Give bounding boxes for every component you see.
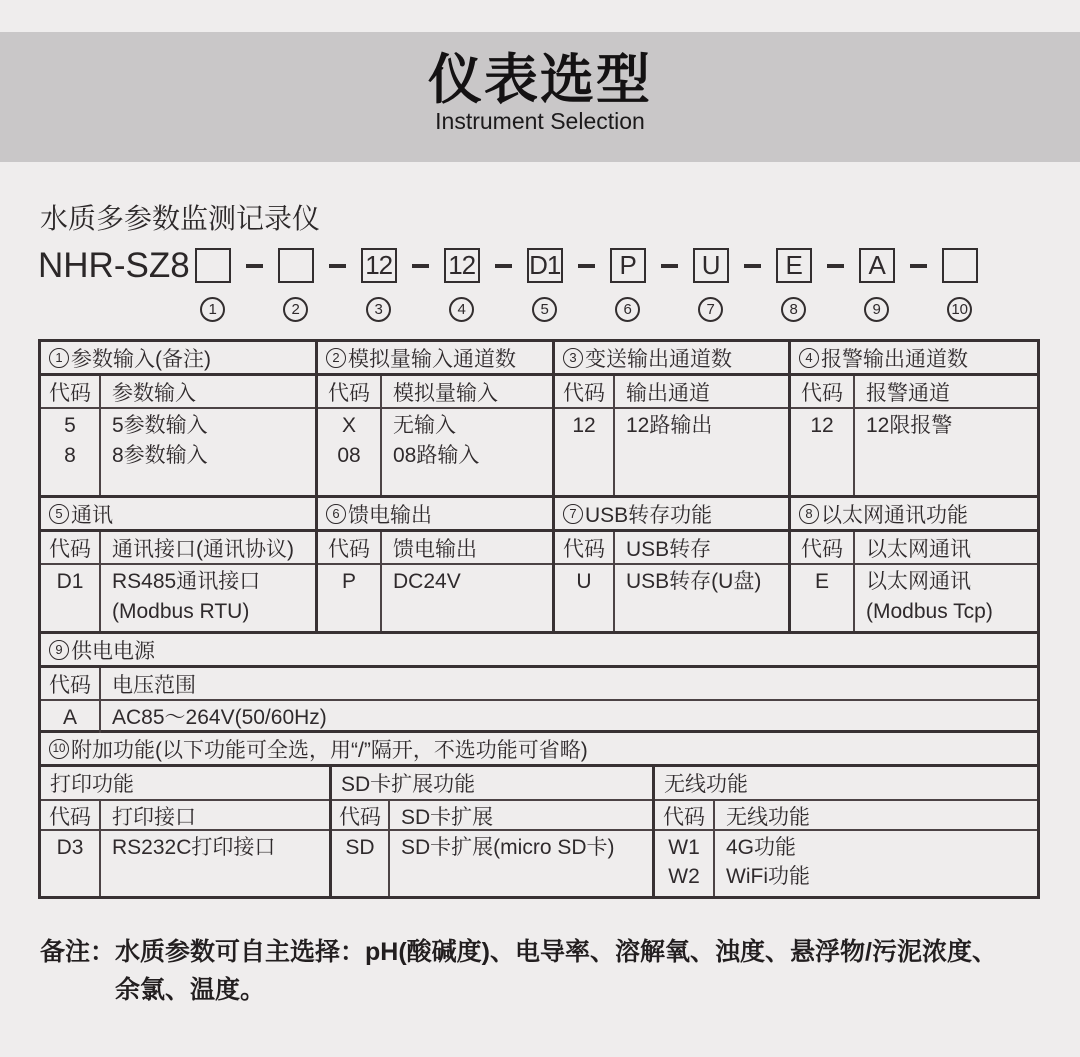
column-header-row [555, 532, 788, 565]
code-column-header: 代码 [41, 532, 101, 563]
data-area [41, 409, 315, 495]
code-values [555, 409, 615, 495]
subsection-title: 打印功能 [41, 767, 329, 801]
code-box-10 [942, 248, 978, 283]
column-header-row [41, 376, 315, 409]
code-values [318, 565, 382, 631]
section-number: 2 [326, 348, 346, 368]
data-area [41, 565, 315, 631]
section-title: 参数输入(备注) [71, 347, 211, 371]
column-header-row [791, 532, 1037, 565]
description: WiFi功能 [726, 865, 810, 888]
column-header-row [318, 532, 552, 565]
value-column-header: 打印接口 [112, 806, 196, 829]
column-header-row [318, 376, 552, 409]
code-values [41, 409, 101, 495]
description: 12限报警 [866, 414, 953, 437]
dash-separator [412, 264, 429, 268]
data-area [318, 409, 552, 495]
table-band-1 [41, 342, 1037, 498]
description: USB转存(U盘) [626, 570, 762, 593]
footnote-body [115, 933, 997, 1009]
description: 5参数输入 [112, 414, 208, 437]
segment-index-7: 7 [698, 297, 723, 322]
code-value: W2 [668, 865, 700, 888]
section-title: 报警输出通道数 [821, 347, 968, 371]
section-parameter-input [41, 342, 318, 495]
code-values [791, 409, 855, 495]
data-area [791, 409, 1037, 495]
dash-separator [246, 264, 263, 268]
code-column-header: 代码 [791, 376, 855, 407]
section-header [555, 342, 788, 376]
segment-index-4: 4 [449, 297, 474, 322]
value-column-header: 报警通道 [866, 381, 950, 405]
value-column-header: 模拟量输入 [393, 381, 498, 405]
descriptions [615, 409, 788, 495]
data-area [655, 831, 1037, 896]
column-header-row [41, 532, 315, 565]
model-code-segment-3 [361, 248, 397, 322]
description: 12路输出 [626, 414, 713, 437]
descriptions [715, 831, 1037, 896]
section-title: 供电电源 [71, 639, 155, 663]
code-box-1 [195, 248, 231, 283]
value-column-header: USB转存 [626, 537, 712, 561]
model-code-segment-6 [610, 248, 646, 322]
code-values [41, 831, 101, 896]
model-code-line [38, 248, 1080, 322]
footnote-line-1: 水质参数可自主选择：pH(酸碱度)、电导率、溶解氧、浊度、悬浮物/污泥浓度、 [115, 938, 997, 966]
dash-separator [329, 264, 346, 268]
code-value: D1 [56, 570, 84, 593]
column-header-row [555, 376, 788, 409]
code-value: W1 [668, 836, 700, 859]
section-title: 通讯 [71, 503, 113, 527]
segment-index-3: 3 [366, 297, 391, 322]
section-header [41, 498, 315, 532]
code-values [41, 565, 101, 631]
segment-index-9: 9 [864, 297, 889, 322]
section-transmit-output-channels [555, 342, 791, 495]
section-number: 10 [49, 739, 69, 759]
section-title: USB转存功能 [585, 503, 713, 527]
subsection-wireless [655, 767, 1037, 896]
value-column-header: 馈电输出 [393, 537, 477, 561]
dash-separator [661, 264, 678, 268]
code-value: P [341, 570, 356, 593]
description: 无输入 [393, 414, 456, 437]
code-value: X [341, 414, 356, 437]
code-column-header: 代码 [332, 801, 390, 831]
subsection-sd-card [332, 767, 655, 896]
section-number: 9 [49, 640, 69, 660]
code-values [791, 565, 855, 631]
code-value: U [576, 570, 592, 593]
segment-index-8: 8 [781, 297, 806, 322]
descriptions [855, 409, 1037, 495]
code-box-5: D1 [527, 248, 563, 283]
model-code-segment-1 [195, 248, 231, 322]
descriptions [101, 409, 315, 495]
value-column-header: 通讯接口(通讯协议) [112, 537, 294, 561]
code-column-header: 代码 [318, 532, 382, 563]
footnote-line-2: 余氯、温度。 [115, 976, 266, 1004]
model-code-segment-5 [527, 248, 563, 322]
code-value: 5 [64, 414, 76, 437]
code-box-8: E [776, 248, 812, 283]
subsection-print [41, 767, 332, 896]
section-title: 馈电输出 [348, 503, 432, 527]
data-area [555, 409, 788, 495]
model-code-segment-10 [942, 248, 978, 322]
data-area [791, 565, 1037, 631]
selection-table [38, 339, 1040, 899]
data-area [318, 565, 552, 631]
code-column-header: 代码 [41, 376, 101, 407]
page [0, 32, 1080, 1009]
segment-index-5: 5 [532, 297, 557, 322]
description: SD卡扩展(micro SD卡) [401, 836, 615, 859]
code-values [655, 831, 715, 896]
description: RS232C打印接口 [112, 836, 276, 859]
code-column-header: 代码 [655, 801, 715, 831]
value-column-header: SD卡扩展 [401, 806, 494, 829]
column-header-row [41, 801, 329, 831]
section-header [791, 498, 1037, 532]
description: 08路输入 [393, 444, 480, 467]
code-column-header: 代码 [791, 532, 855, 563]
description: 4G功能 [726, 836, 797, 859]
code-value: E [814, 570, 829, 593]
section-header [41, 634, 1037, 668]
section-header [791, 342, 1037, 376]
column-header-row [655, 801, 1037, 831]
code-value: D3 [56, 836, 84, 859]
code-column-header: 代码 [555, 376, 615, 407]
section-number: 1 [49, 348, 69, 368]
section-analog-input-channels [318, 342, 555, 495]
footnote-label: 备注： [40, 938, 116, 966]
dash-separator [495, 264, 512, 268]
title-banner [0, 32, 1080, 162]
section-number: 6 [326, 504, 346, 524]
model-code-segment-8 [776, 248, 812, 322]
column-header-row [41, 668, 1037, 701]
value-column-header: 参数输入 [112, 381, 196, 405]
dash-separator [578, 264, 595, 268]
code-box-6: P [610, 248, 646, 283]
code-value: 12 [810, 414, 834, 437]
model-code-segment-9 [859, 248, 895, 322]
section-ethernet [791, 498, 1037, 631]
code-column-header: 代码 [555, 532, 615, 563]
section-header [41, 342, 315, 376]
model-code-segment-4 [444, 248, 480, 322]
descriptions [101, 565, 315, 631]
subsection-title: SD卡扩展功能 [332, 767, 652, 801]
page-subtitle: Instrument Selection [435, 108, 645, 134]
section-number: 7 [563, 504, 583, 524]
description: (Modbus Tcp) [866, 600, 993, 623]
code-value: SD [345, 836, 375, 859]
section-header [318, 342, 552, 376]
data-area [332, 831, 652, 896]
additional-function-columns [41, 767, 1037, 896]
code-column-header: 代码 [318, 376, 382, 407]
table-band-4 [41, 733, 1037, 896]
code-value: 8 [64, 444, 76, 467]
segment-index-10: 10 [947, 297, 972, 322]
value-column-header: 以太网通讯 [866, 537, 971, 561]
section-title: 变送输出通道数 [585, 347, 732, 371]
model-prefix: NHR-SZ8 [38, 246, 190, 285]
section-power-supply [41, 634, 1037, 733]
description: RS485通讯接口 [112, 570, 261, 593]
segment-index-2: 2 [283, 297, 308, 322]
value-column-header: 电压范围 [112, 673, 196, 697]
code-value: 12 [572, 414, 596, 437]
model-code-segment-2 [278, 248, 314, 322]
code-column-header: 代码 [41, 801, 101, 831]
descriptions [382, 565, 552, 631]
description: (Modbus RTU) [112, 600, 250, 623]
section-header [41, 733, 1037, 767]
table-band-2 [41, 498, 1037, 634]
dash-separator [827, 264, 844, 268]
description: 8参数输入 [112, 444, 208, 467]
section-title: 附加功能(以下功能可全选，用“/”隔开，不选功能可省略) [71, 738, 588, 762]
section-usb-transfer [555, 498, 791, 631]
code-values [41, 701, 101, 733]
section-header [318, 498, 552, 532]
column-header-row [332, 801, 652, 831]
dash-separator [744, 264, 761, 268]
value-column-header: 无线功能 [726, 806, 810, 829]
description: AC85～264V(50/60Hz) [112, 706, 327, 729]
table-band-3 [41, 634, 1037, 733]
code-box-3: 12 [361, 248, 397, 283]
code-value: A [62, 706, 77, 729]
code-value: 08 [337, 444, 361, 467]
descriptions [101, 701, 1037, 733]
section-number: 3 [563, 348, 583, 368]
code-values [555, 565, 615, 631]
code-column-header: 代码 [41, 668, 101, 699]
code-values [332, 831, 390, 896]
description: 以太网通讯 [866, 570, 971, 593]
descriptions [101, 831, 329, 896]
code-box-7: U [693, 248, 729, 283]
value-column-header: 输出通道 [626, 381, 710, 405]
page-title: 仪表选型 [428, 50, 652, 110]
section-title: 以太网通讯功能 [821, 503, 968, 527]
segment-index-1: 1 [200, 297, 225, 322]
subsection-title: 无线功能 [655, 767, 1037, 801]
descriptions [390, 831, 652, 896]
footnote [40, 933, 1080, 1009]
data-area [41, 701, 1037, 733]
product-name: 水质多参数监测记录仪 [40, 203, 321, 234]
data-area [555, 565, 788, 631]
code-box-4: 12 [444, 248, 480, 283]
section-header [555, 498, 788, 532]
model-code-segment-7 [693, 248, 729, 322]
section-title: 模拟量输入通道数 [348, 347, 516, 371]
descriptions [382, 409, 552, 495]
dash-separator [910, 264, 927, 268]
column-header-row [791, 376, 1037, 409]
descriptions [855, 565, 1037, 631]
section-feed-output [318, 498, 555, 631]
section-number: 4 [799, 348, 819, 368]
section-number: 8 [799, 504, 819, 524]
section-communication [41, 498, 318, 631]
section-number: 5 [49, 504, 69, 524]
description: DC24V [393, 570, 461, 593]
code-box-9: A [859, 248, 895, 283]
descriptions [615, 565, 788, 631]
data-area [41, 831, 329, 896]
section-alarm-output-channels [791, 342, 1037, 495]
segment-index-6: 6 [615, 297, 640, 322]
code-box-2 [278, 248, 314, 283]
code-values [318, 409, 382, 495]
